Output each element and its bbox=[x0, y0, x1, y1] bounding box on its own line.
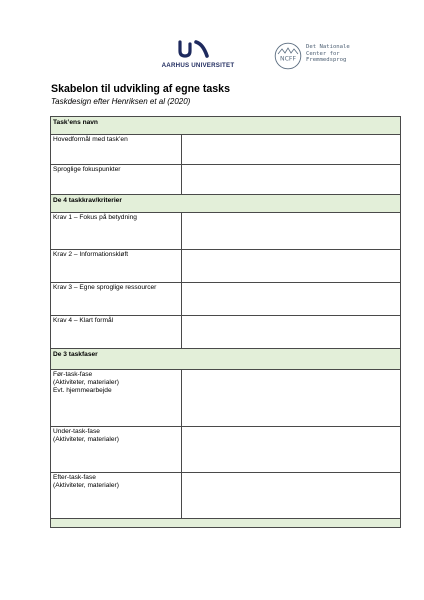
table-row bbox=[51, 135, 401, 165]
input-cell-req1[interactable] bbox=[182, 213, 401, 250]
ncff-name-line-1: Det Nationale bbox=[306, 44, 350, 50]
table-row bbox=[51, 316, 401, 349]
table-footer-band bbox=[51, 519, 401, 528]
input-cell-language-focus[interactable] bbox=[182, 165, 401, 195]
row-label-pre-task bbox=[51, 370, 182, 427]
input-cell-req2[interactable] bbox=[182, 250, 401, 283]
ncff-name-line-3: Fremmedsprog bbox=[306, 57, 347, 64]
aarhus-university-logo bbox=[158, 40, 238, 72]
input-cell-during-task[interactable] bbox=[182, 427, 401, 473]
section-row-task-name bbox=[51, 117, 401, 135]
table-row bbox=[51, 213, 401, 250]
input-cell-post-task[interactable] bbox=[182, 473, 401, 519]
pre-task-line-2: (Aktiviteter, materialer) bbox=[53, 379, 119, 387]
document-subtitle: Taskdesign efter Henriksen et al (2020) bbox=[51, 97, 191, 106]
input-cell-main-purpose[interactable] bbox=[182, 135, 401, 165]
table-footer-row bbox=[51, 519, 401, 528]
ncff-badge-text: NCFF bbox=[279, 55, 297, 63]
table-row bbox=[51, 473, 401, 519]
section-row-phases bbox=[51, 349, 401, 370]
post-task-line-2: (Aktiviteter, materialer) bbox=[53, 482, 119, 490]
ncff-logo bbox=[274, 42, 374, 72]
ncff-badge-icon bbox=[274, 42, 302, 70]
section-header-requirements: De 4 taskkrav/kriterier bbox=[51, 195, 401, 213]
table-row bbox=[51, 165, 401, 195]
row-label-post-task bbox=[51, 473, 182, 519]
ncff-name bbox=[306, 44, 350, 64]
aarhus-university-name: AARHUS UNIVERSITET bbox=[161, 62, 235, 69]
row-label-main-purpose: Hovedformål med task’en bbox=[51, 135, 182, 165]
table-row bbox=[51, 283, 401, 316]
section-header-task-name: Task’ens navn bbox=[51, 117, 401, 135]
section-header-phases: De 3 taskfaser bbox=[51, 349, 401, 370]
row-label-req3: Krav 3 – Egne sproglige ressourcer bbox=[51, 283, 182, 316]
input-cell-pre-task[interactable] bbox=[182, 370, 401, 427]
aarhus-university-mark-icon bbox=[177, 40, 213, 58]
table-row bbox=[51, 250, 401, 283]
post-task-line-1: Efter-task-fase bbox=[53, 474, 96, 481]
input-cell-req4[interactable] bbox=[182, 316, 401, 349]
document-title: Skabelon til udvikling af egne tasks bbox=[51, 83, 230, 95]
table-row bbox=[51, 427, 401, 473]
ncff-name-line-2: Center for bbox=[306, 50, 340, 57]
row-label-req1: Krav 1 – Fokus på betydning bbox=[51, 213, 182, 250]
row-label-req2: Krav 2 – Informationskløft bbox=[51, 250, 182, 283]
task-template-table bbox=[50, 116, 401, 528]
pre-task-line-1: Før-task-fase bbox=[53, 371, 93, 378]
table-row bbox=[51, 370, 401, 427]
row-label-language-focus: Sproglige fokuspunkter bbox=[51, 165, 182, 195]
row-label-during-task bbox=[51, 427, 182, 473]
during-task-line-1: Under-task-fase bbox=[53, 428, 100, 435]
pre-task-line-3: Evt. hjemmearbejde bbox=[53, 387, 112, 395]
section-row-requirements bbox=[51, 195, 401, 213]
row-label-req4: Krav 4 – Klart formål bbox=[51, 316, 182, 349]
during-task-line-2: (Aktiviteter, materialer) bbox=[53, 436, 119, 444]
input-cell-req3[interactable] bbox=[182, 283, 401, 316]
